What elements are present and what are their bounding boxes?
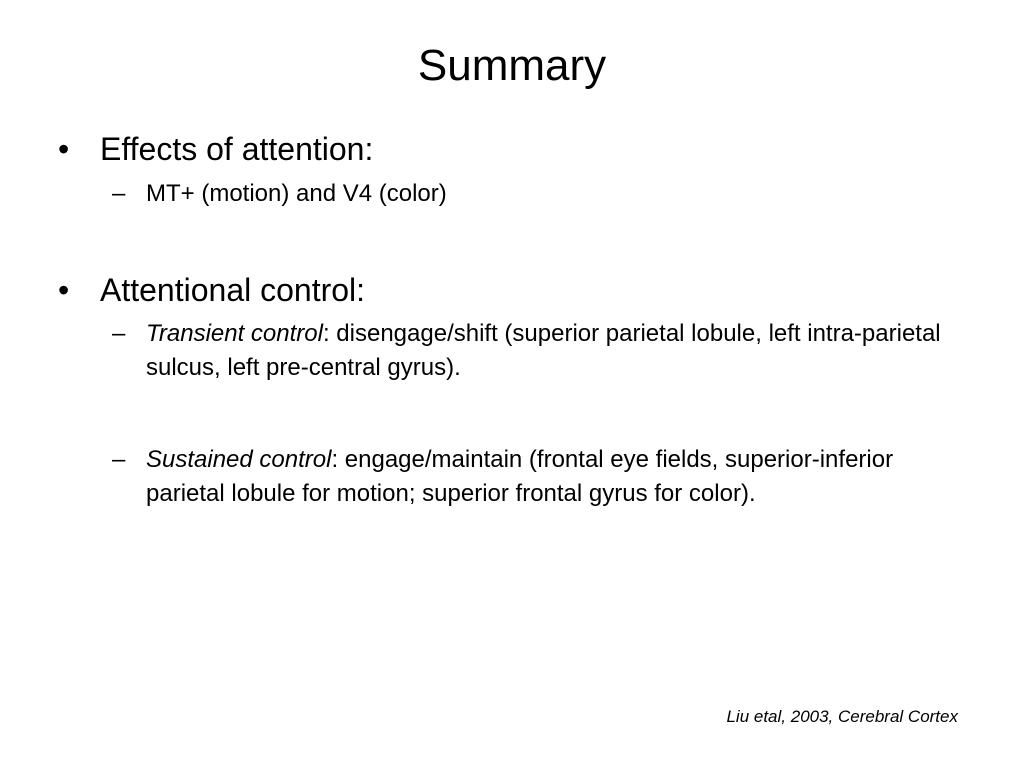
subitem-text: MT+ (motion) and V4 (color) [146, 180, 447, 207]
subitem-transient-control [112, 317, 972, 385]
dash-icon: – [112, 320, 126, 347]
subitem-mt-v4 [112, 177, 972, 211]
subitem-sustained-control [112, 443, 972, 511]
subitem-lead: Transient control [146, 320, 323, 347]
subitem-lead: Sustained control [146, 446, 332, 473]
subitem-text: : disengage/shift (superior parietal lobule, left intra-parietal sulcus, left pre-central gyrus). [146, 320, 941, 381]
bullet-icon: • [58, 131, 70, 167]
citation: Liu etal, 2003, Cerebral Cortex [726, 707, 958, 726]
bullet-icon: • [58, 272, 70, 308]
dash-icon: – [112, 446, 126, 473]
dash-icon: – [112, 180, 126, 207]
slide-title: Summary [417, 41, 607, 90]
bullet-label: Effects of attention: [100, 131, 374, 167]
subitem-text: : engage/maintain (frontal eye fields, superior-inferior parietal lobule for motion; superior frontal gyrus for color). [146, 446, 894, 507]
bullet-label: Attentional control: [100, 272, 366, 308]
